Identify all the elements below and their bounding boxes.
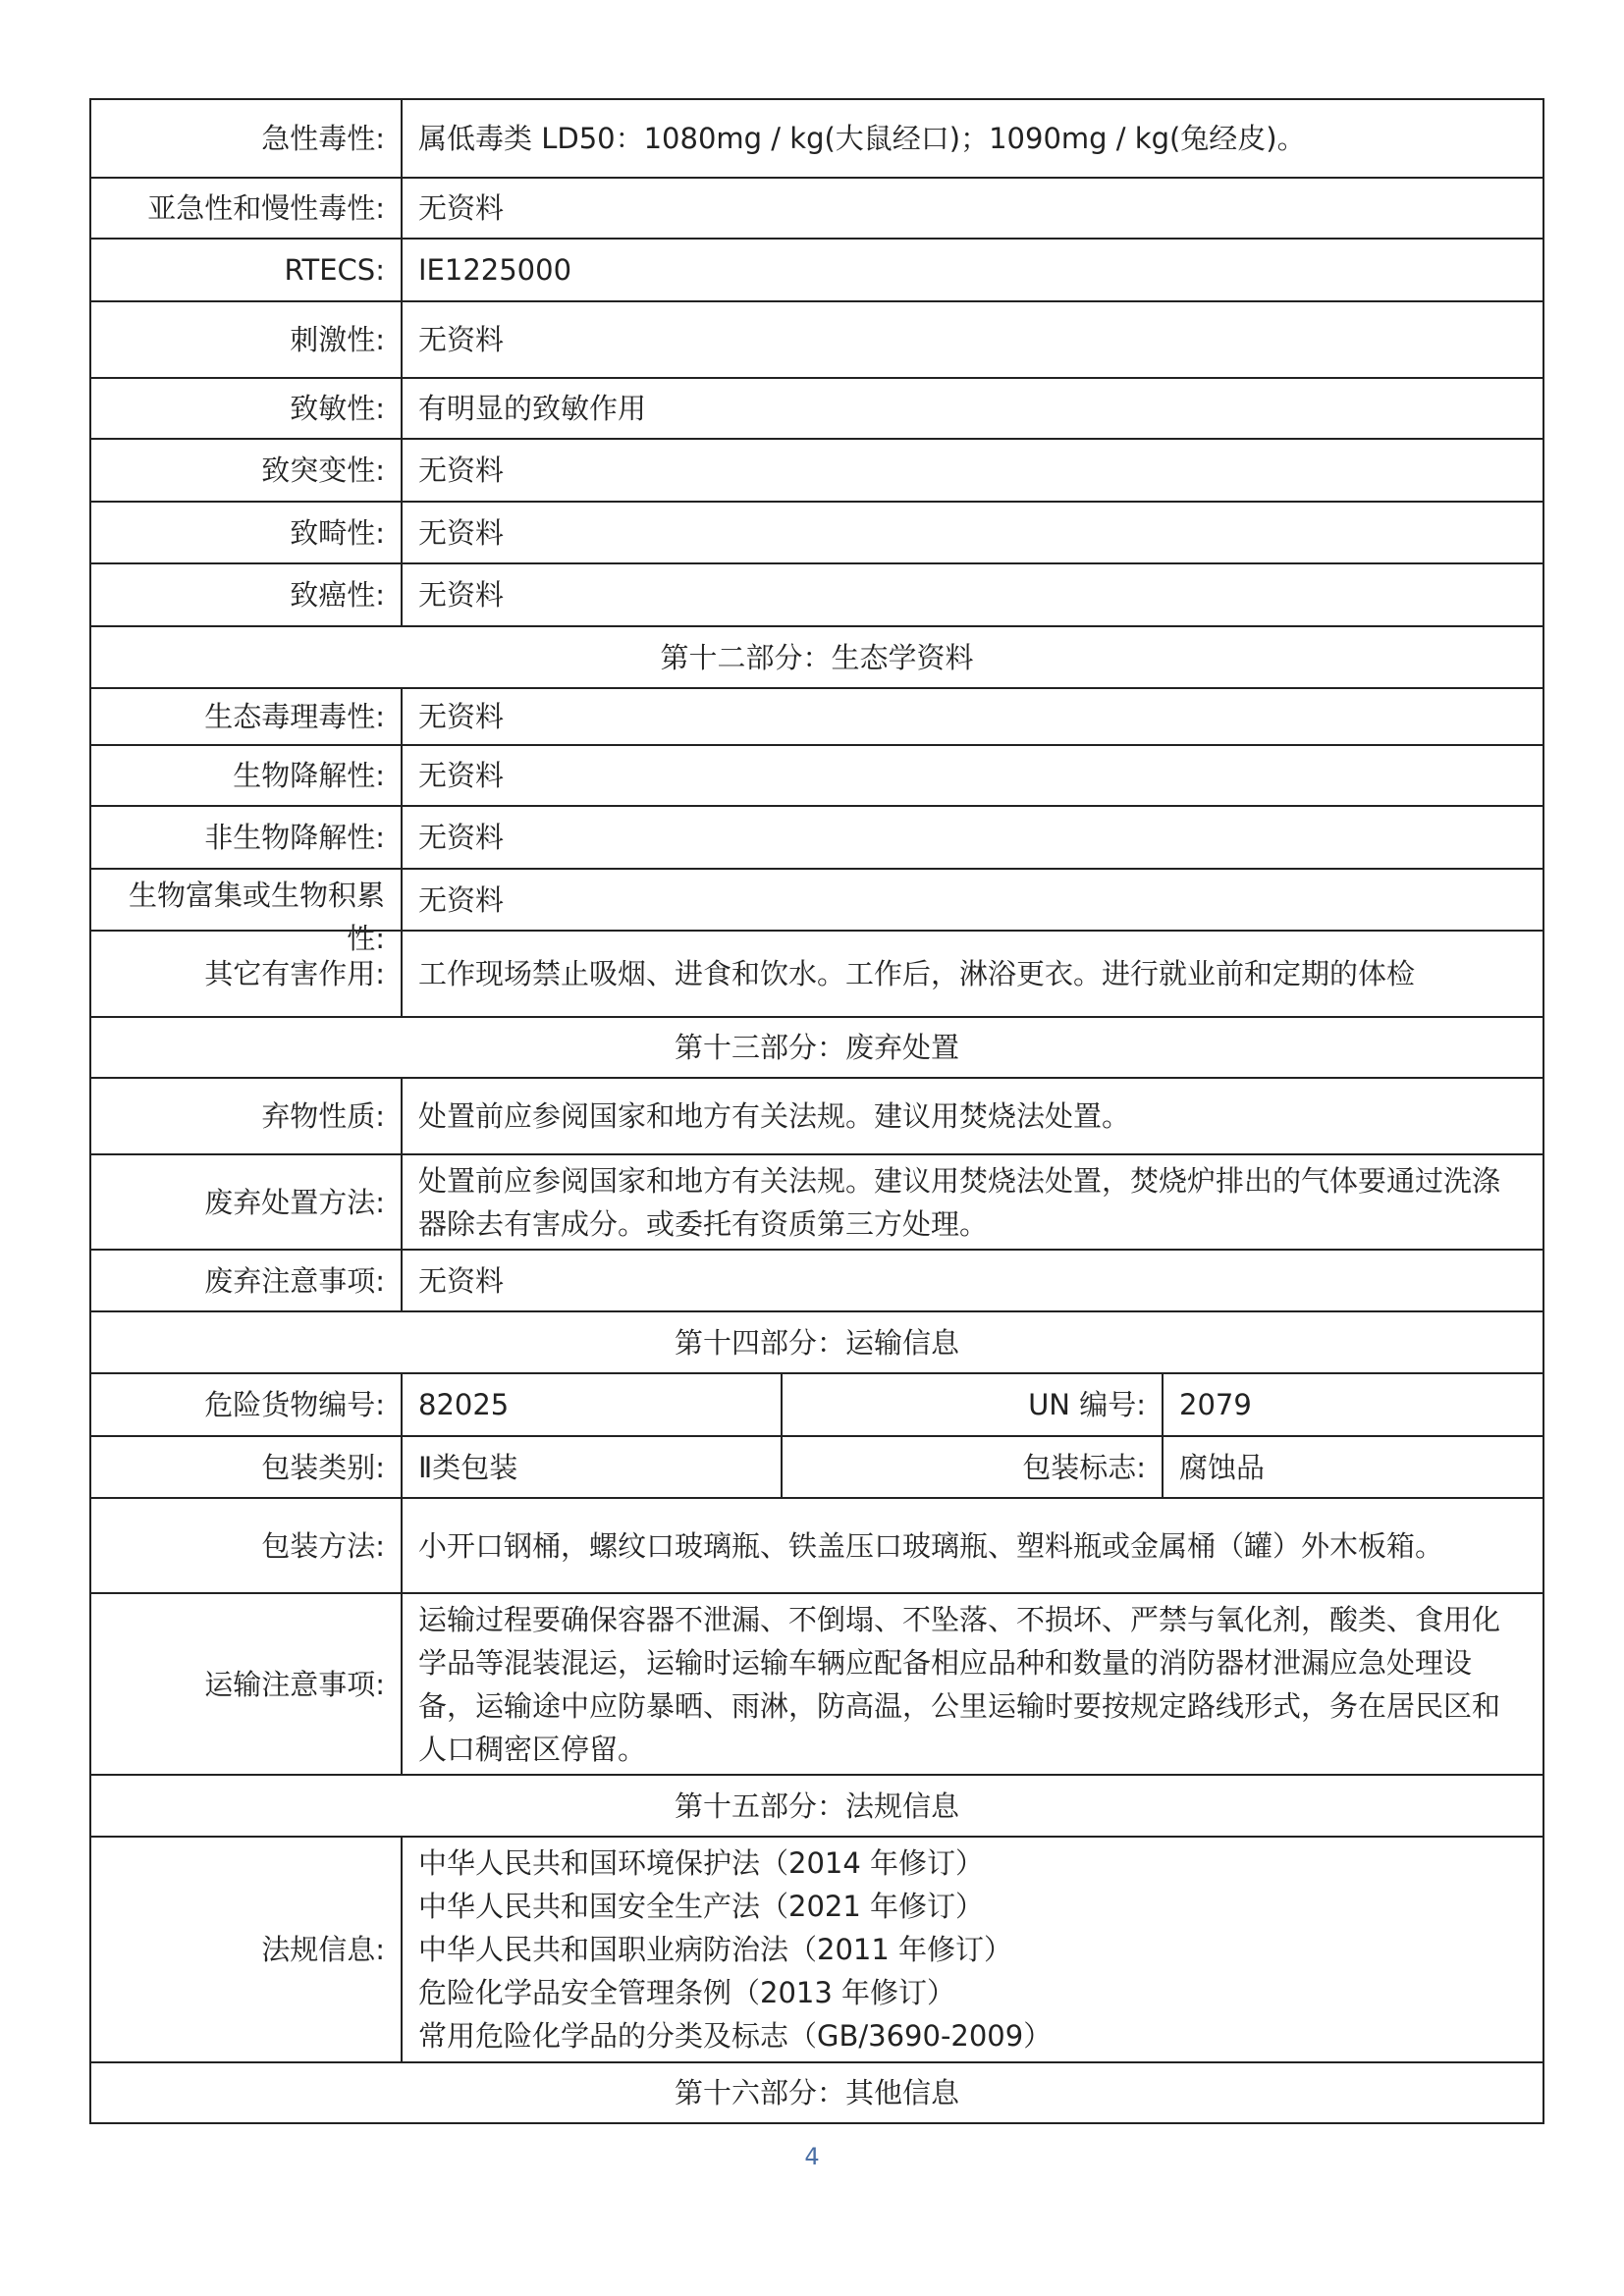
section-16-header-row (90, 2062, 1543, 2123)
value-other-hazards: 工作现场禁止吸烟、进食和饮水。工作后，淋浴更衣。进行就业前和定期的体检 (402, 931, 1543, 1017)
row-chronic-toxicity (90, 178, 1543, 239)
value-mutagenicity: 无资料 (402, 439, 1543, 502)
label-mutagenicity: 致突变性: (90, 439, 402, 502)
row-biodegradability (90, 745, 1543, 806)
value-carcinogenicity: 无资料 (402, 563, 1543, 626)
value-abiotic-degradability: 无资料 (402, 806, 1543, 869)
label-package-mark: 包装标志: (782, 1436, 1163, 1498)
row-teratogenicity (90, 502, 1543, 563)
row-acute-toxicity (90, 99, 1543, 178)
disposal-method-line: 器除去有害成分。或委托有资质第三方处理。 (418, 1206, 989, 1241)
label-transport-notes: 运输注意事项: (90, 1593, 402, 1775)
value-biodegradability: 无资料 (402, 745, 1543, 806)
row-regulations (90, 1837, 1543, 2062)
value-bioaccumulation: 无资料 (402, 869, 1543, 931)
disposal-method-line: 处置前应参阅国家和地方有关法规。建议用焚烧法处置，焚烧炉排出的气体要通过洗涤 (418, 1163, 1501, 1198)
value-disposal-notes: 无资料 (402, 1250, 1543, 1311)
label-waste-nature: 弃物性质: (90, 1078, 402, 1154)
section-13-header-row (90, 1017, 1543, 1078)
label-dangerous-goods-no: 危险货物编号: (90, 1373, 402, 1436)
value-teratogenicity: 无资料 (402, 502, 1543, 563)
label-teratogenicity: 致畸性: (90, 502, 402, 563)
row-irritation (90, 301, 1543, 378)
value-transport-notes (402, 1593, 1543, 1775)
section-16-title: 第十六部分：其他信息 (90, 2062, 1543, 2123)
value-disposal-method (402, 1154, 1543, 1250)
section-15-header-row (90, 1775, 1543, 1837)
row-disposal-notes (90, 1250, 1543, 1311)
value-sensitization: 有明显的致敏作用 (402, 378, 1543, 439)
section-12-title: 第十二部分：生态学资料 (90, 626, 1543, 688)
row-dangerous-goods-no (90, 1373, 1543, 1436)
value-un-no: 2079 (1163, 1373, 1543, 1436)
regulation-item: 中华人民共和国安全生产法（2021 年修订） (418, 1890, 985, 1923)
label-package-method: 包装方法: (90, 1498, 402, 1593)
section-12-header-row (90, 626, 1543, 688)
label-abiotic-degradability: 非生物降解性: (90, 806, 402, 869)
label-irritation: 刺激性: (90, 301, 402, 378)
section-13-title: 第十三部分：废弃处置 (90, 1017, 1543, 1078)
value-package-category: Ⅱ类包装 (402, 1436, 782, 1498)
label-other-hazards: 其它有害作用: (90, 931, 402, 1017)
label-biodegradability: 生物降解性: (90, 745, 402, 806)
value-dangerous-goods-no: 82025 (402, 1373, 782, 1436)
section-14-header-row (90, 1311, 1543, 1373)
label-carcinogenicity: 致癌性: (90, 563, 402, 626)
value-rtecs: IE1225000 (402, 239, 1543, 301)
value-chronic-toxicity: 无资料 (402, 178, 1543, 239)
row-other-hazards (90, 931, 1543, 1017)
row-waste-nature (90, 1078, 1543, 1154)
row-ecotoxicity (90, 688, 1543, 745)
row-rtecs (90, 239, 1543, 301)
value-waste-nature: 处置前应参阅国家和地方有关法规。建议用焚烧法处置。 (402, 1078, 1543, 1154)
row-mutagenicity (90, 439, 1543, 502)
value-ecotoxicity: 无资料 (402, 688, 1543, 745)
msds-table (89, 98, 1544, 2124)
transport-notes-line: 运输过程要确保容器不泄漏、不倒塌、不坠落、不损坏、严禁与氧化剂，酸类、食用化 (418, 1602, 1501, 1636)
transport-notes-line: 备，运输途中应防暴晒、雨淋，防高温，公里运输时要按规定路线形式，务在居民区和 (418, 1688, 1501, 1723)
value-package-mark: 腐蚀品 (1163, 1436, 1543, 1498)
label-bioaccumulation-cell (90, 869, 402, 955)
regulation-item: 中华人民共和国环境保护法（2014 年修订） (418, 1846, 985, 1880)
row-carcinogenicity (90, 563, 1543, 626)
value-irritation: 无资料 (402, 301, 1543, 378)
value-regulations (402, 1837, 1543, 2062)
regulation-item: 中华人民共和国职业病防治法（2011 年修订） (418, 1933, 1013, 1966)
regulation-item: 危险化学品安全管理条例（2013 年修订） (418, 1976, 956, 2009)
row-sensitization (90, 378, 1543, 439)
label-disposal-method: 废弃处置方法: (90, 1154, 402, 1250)
section-15-title: 第十五部分：法规信息 (90, 1775, 1543, 1837)
label-disposal-notes: 废弃注意事项: (90, 1250, 402, 1311)
row-package-category (90, 1436, 1543, 1498)
label-ecotoxicity: 生态毒理毒性: (90, 688, 402, 745)
row-package-method (90, 1498, 1543, 1593)
transport-notes-line: 人口稠密区停留。 (418, 1732, 647, 1766)
row-transport-notes (90, 1593, 1543, 1775)
row-disposal-method (90, 1154, 1543, 1250)
label-bioaccumulation: 生物富集或生物积累性: (128, 879, 385, 955)
section-14-title: 第十四部分：运输信息 (90, 1311, 1543, 1373)
row-abiotic-degradability (90, 806, 1543, 869)
label-acute-toxicity: 急性毒性: (90, 99, 402, 178)
row-bioaccumulation (90, 869, 1543, 931)
label-un-no: UN 编号: (782, 1373, 1163, 1436)
transport-notes-line: 学品等混装混运，运输时运输车辆应配备相应品种和数量的消防器材泄漏应急处理设 (418, 1645, 1473, 1680)
label-package-category: 包装类别: (90, 1436, 402, 1498)
label-sensitization: 致敏性: (90, 378, 402, 439)
page-number: 4 (804, 2143, 820, 2170)
regulation-item: 常用危险化学品的分类及标志（GB/3690-2009） (418, 2019, 1053, 2053)
value-package-method: 小开口钢桶，螺纹口玻璃瓶、铁盖压口玻璃瓶、塑料瓶或金属桶（罐）外木板箱。 (402, 1498, 1543, 1593)
value-acute-toxicity: 属低毒类 LD50：1080mg / kg(大鼠经口)；1090mg / kg(兔经皮)。 (402, 99, 1543, 178)
label-rtecs: RTECS: (90, 239, 402, 301)
label-regulations: 法规信息: (90, 1837, 402, 2062)
label-chronic-toxicity: 亚急性和慢性毒性: (90, 178, 402, 239)
